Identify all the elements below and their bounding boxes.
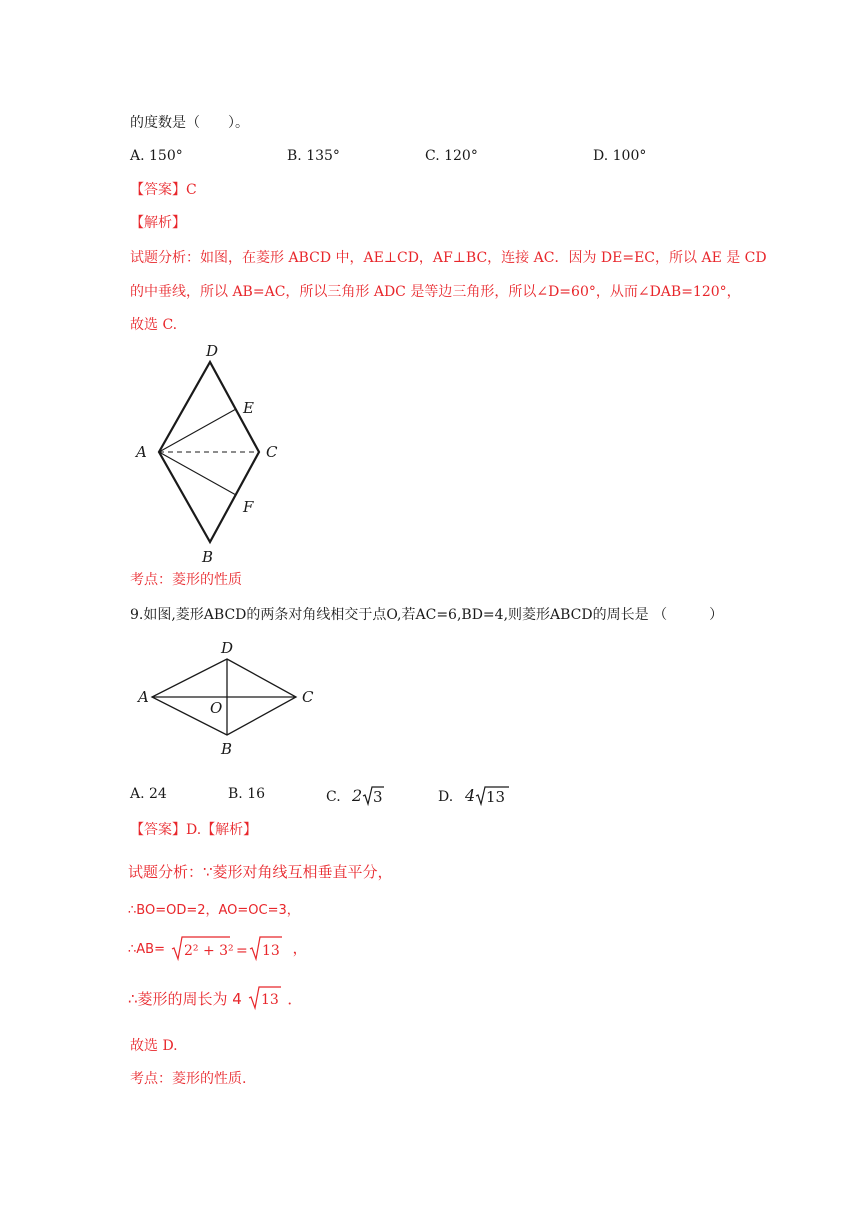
q9-label-d: D	[221, 639, 234, 657]
q9-solution-line-3-prefix: ∴AB=	[128, 942, 165, 957]
q8-answer: 【答案】C	[130, 182, 197, 198]
q9-stem: 9.如图,菱形ABCD的两条对角线相交于点O,若AC=6,BD=4,则菱形ABCD的周长是 （ ）	[130, 607, 724, 623]
q9-answer: 【答案】D.【解析】	[130, 822, 258, 838]
q9-label-o: O	[210, 699, 223, 717]
q9-guxuan: 故选 D.	[130, 1038, 178, 1054]
q9-option-a: A. 24	[130, 786, 167, 802]
q8-label-a: A	[136, 443, 147, 461]
q8-analysis-line-3: 故选 C.	[130, 317, 178, 333]
q8-option-c: C. 120°	[425, 148, 478, 164]
q9-solution-equals: =	[235, 943, 248, 959]
q9-solution-line-4-end: ．	[287, 990, 303, 1008]
q9-solution-radicand-3: 13	[260, 992, 279, 1008]
q8-option-b: B. 135°	[287, 148, 340, 164]
q9-option-b: B. 16	[228, 786, 266, 802]
q9-option-c-expression	[351, 784, 385, 808]
q9-option-d-coefficient: 4	[464, 786, 475, 805]
q8-stem-tail: 的度数是（ ）。	[130, 115, 249, 131]
q9-option-c-coefficient: 2	[352, 786, 363, 805]
q9-option-d-expression	[464, 784, 510, 808]
q8-analysis-line-2: 的中垂线，所以 AB=AC，所以三角形 ADC 是等边三角形，所以∠D=60°，从而∠DAB=120°，	[130, 284, 741, 300]
q8-label-e: E	[243, 399, 254, 417]
q9-kaodian: 考点：菱形的性质.	[130, 1071, 247, 1087]
q8-analysis-line-1: 试题分析：如图，在菱形 ABCD 中，AE⊥CD，AF⊥BC，连接 AC．因为 DE=EC，所以 AE 是 CD	[130, 250, 767, 266]
q8-label-c: C	[266, 443, 278, 461]
q9-label-a: A	[138, 688, 149, 706]
q8-label-f: F	[243, 498, 254, 516]
q9-option-c	[326, 784, 385, 808]
q8-option-d: D. 100°	[593, 148, 647, 164]
q9-option-d-prefix: D.	[438, 789, 454, 805]
q9-rhombus-figure	[130, 635, 330, 761]
q9-solution-radicand-1: 2² + 3²	[183, 943, 234, 959]
q8-kaodian: 考点：菱形的性质	[130, 572, 242, 588]
q8-analysis-head: 【解析】	[130, 215, 186, 231]
q8-option-a: A. 150°	[130, 148, 183, 164]
q9-option-d-radicand: 13	[485, 788, 505, 806]
q9-option-d	[438, 784, 510, 808]
q9-solution-radicand-2: 13	[261, 943, 280, 959]
q8-label-b: B	[202, 548, 214, 566]
q9-solution-line-2: ∴BO=OD=2，AO=OC=3，	[128, 903, 300, 918]
q9-solution-ab-expression	[170, 933, 288, 963]
q9-label-c: C	[302, 688, 314, 706]
q9-solution-perimeter-expression	[247, 984, 283, 1012]
q9-solution-line-1: 试题分析：∵菱形对角线互相垂直平分，	[128, 863, 393, 881]
q9-solution-line-3-end: ，	[292, 939, 308, 957]
q9-solution-line-4-prefix: ∴菱形的周长为 4	[128, 990, 242, 1008]
q9-option-c-radicand: 3	[373, 788, 383, 806]
q8-rhombus-figure	[125, 338, 305, 570]
q9-option-c-prefix: C.	[326, 789, 341, 805]
q9-label-b: B	[221, 740, 233, 758]
q9-solution-line-4	[128, 984, 302, 1012]
q9-solution-line-3	[128, 933, 308, 963]
q8-label-d: D	[206, 342, 219, 360]
